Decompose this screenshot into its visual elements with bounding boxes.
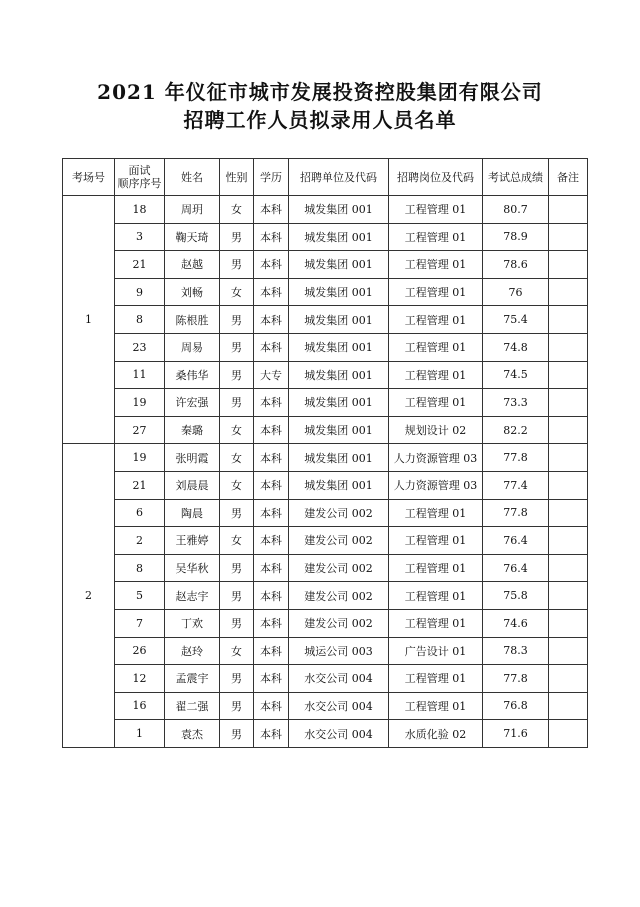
- post-cell: 工程管理 01: [389, 333, 483, 361]
- table-row: [63, 582, 588, 610]
- name-cell: 刘畅: [165, 278, 220, 306]
- post-cell: 水质化验 02: [389, 720, 483, 748]
- post-cell: 工程管理 01: [389, 692, 483, 720]
- edu-cell: 本科: [254, 389, 289, 417]
- gender-cell: 男: [220, 333, 254, 361]
- table-row: [63, 278, 588, 306]
- unit-cell: 建发公司 002: [289, 527, 389, 555]
- score-cell: 74.6: [483, 609, 549, 637]
- table-row: [63, 361, 588, 389]
- score-cell: 77.8: [483, 665, 549, 693]
- remark-cell: [549, 444, 588, 472]
- score-cell: 75.8: [483, 582, 549, 610]
- gender-cell: 男: [220, 554, 254, 582]
- unit-cell: 城发集团 001: [289, 361, 389, 389]
- edu-cell: 本科: [254, 637, 289, 665]
- score-cell: 78.6: [483, 251, 549, 279]
- post-cell: 工程管理 01: [389, 251, 483, 279]
- edu-cell: 本科: [254, 416, 289, 444]
- gender-cell: 男: [220, 665, 254, 693]
- header-score: 考试总成绩: [483, 159, 549, 196]
- hire-list-table: [62, 158, 588, 748]
- edu-cell: 本科: [254, 223, 289, 251]
- post-cell: 人力资源管理 03: [389, 444, 483, 472]
- remark-cell: [549, 582, 588, 610]
- gender-cell: 男: [220, 223, 254, 251]
- score-cell: 77.8: [483, 499, 549, 527]
- post-cell: 工程管理 01: [389, 499, 483, 527]
- name-cell: 赵志宇: [165, 582, 220, 610]
- edu-cell: 本科: [254, 278, 289, 306]
- remark-cell: [549, 609, 588, 637]
- order-cell: 16: [115, 692, 165, 720]
- score-cell: 76.4: [483, 527, 549, 555]
- order-cell: 23: [115, 333, 165, 361]
- order-cell: 11: [115, 361, 165, 389]
- header-edu: 学历: [254, 159, 289, 196]
- order-cell: 9: [115, 278, 165, 306]
- gender-cell: 女: [220, 416, 254, 444]
- header-row: [63, 159, 588, 196]
- name-cell: 刘晨晨: [165, 471, 220, 499]
- remark-cell: [549, 527, 588, 555]
- header-post: 招聘岗位及代码: [389, 159, 483, 196]
- table-row: [63, 471, 588, 499]
- header-gender: 性别: [220, 159, 254, 196]
- post-cell: 广告设计 01: [389, 637, 483, 665]
- unit-cell: 城发集团 001: [289, 444, 389, 472]
- post-cell: 工程管理 01: [389, 278, 483, 306]
- unit-cell: 城发集团 001: [289, 416, 389, 444]
- gender-cell: 男: [220, 361, 254, 389]
- edu-cell: 本科: [254, 609, 289, 637]
- edu-cell: 本科: [254, 582, 289, 610]
- post-cell: 工程管理 01: [389, 582, 483, 610]
- gender-cell: 男: [220, 251, 254, 279]
- name-cell: 王雅婷: [165, 527, 220, 555]
- edu-cell: 本科: [254, 692, 289, 720]
- order-cell: 3: [115, 223, 165, 251]
- order-cell: 26: [115, 637, 165, 665]
- order-cell: 12: [115, 665, 165, 693]
- table-row: [63, 416, 588, 444]
- score-cell: 76: [483, 278, 549, 306]
- remark-cell: [549, 692, 588, 720]
- edu-cell: 本科: [254, 444, 289, 472]
- name-cell: 秦璐: [165, 416, 220, 444]
- edu-cell: 本科: [254, 471, 289, 499]
- name-cell: 赵越: [165, 251, 220, 279]
- post-cell: 工程管理 01: [389, 361, 483, 389]
- header-order-line1: 面试: [128, 164, 151, 177]
- unit-cell: 城发集团 001: [289, 251, 389, 279]
- post-cell: 工程管理 01: [389, 665, 483, 693]
- remark-cell: [549, 389, 588, 417]
- gender-cell: 女: [220, 278, 254, 306]
- post-cell: 工程管理 01: [389, 389, 483, 417]
- remark-cell: [549, 361, 588, 389]
- score-cell: 76.8: [483, 692, 549, 720]
- remark-cell: [549, 471, 588, 499]
- table-row: [63, 665, 588, 693]
- document-title: 2021 年仪征市城市发展投资控股集团有限公司: [97, 80, 543, 104]
- score-cell: 78.9: [483, 223, 549, 251]
- header-room: 考场号: [63, 159, 115, 196]
- gender-cell: 女: [220, 471, 254, 499]
- table-row: [63, 499, 588, 527]
- name-cell: 翟二强: [165, 692, 220, 720]
- score-cell: 74.5: [483, 361, 549, 389]
- header-order-line2: 顺序序号: [117, 177, 162, 190]
- name-cell: 周玥: [165, 196, 220, 224]
- unit-cell: 城发集团 001: [289, 196, 389, 224]
- gender-cell: 男: [220, 499, 254, 527]
- unit-cell: 水交公司 004: [289, 665, 389, 693]
- score-cell: 73.3: [483, 389, 549, 417]
- unit-cell: 建发公司 002: [289, 609, 389, 637]
- remark-cell: [549, 499, 588, 527]
- remark-cell: [549, 306, 588, 334]
- remark-cell: [549, 223, 588, 251]
- table-row: [63, 306, 588, 334]
- score-cell: 77.4: [483, 471, 549, 499]
- unit-cell: 城发集团 001: [289, 306, 389, 334]
- score-cell: 80.7: [483, 196, 549, 224]
- gender-cell: 男: [220, 582, 254, 610]
- name-cell: 陶晨: [165, 499, 220, 527]
- document-subtitle: 招聘工作人员拟录用人员名单: [183, 108, 457, 132]
- name-cell: 许宏强: [165, 389, 220, 417]
- unit-cell: 城运公司 003: [289, 637, 389, 665]
- remark-cell: [549, 333, 588, 361]
- score-cell: 74.8: [483, 333, 549, 361]
- remark-cell: [549, 665, 588, 693]
- edu-cell: 本科: [254, 196, 289, 224]
- gender-cell: 女: [220, 637, 254, 665]
- order-cell: 1: [115, 720, 165, 748]
- gender-cell: 男: [220, 609, 254, 637]
- room-number-cell: 2: [63, 444, 115, 748]
- edu-cell: 本科: [254, 665, 289, 693]
- score-cell: 75.4: [483, 306, 549, 334]
- gender-cell: 女: [220, 196, 254, 224]
- post-cell: 工程管理 01: [389, 609, 483, 637]
- table-body: [63, 196, 588, 748]
- edu-cell: 本科: [254, 333, 289, 361]
- header-remark: 备注: [549, 159, 588, 196]
- room-number-cell: 1: [63, 196, 115, 444]
- unit-cell: 建发公司 002: [289, 554, 389, 582]
- order-cell: 21: [115, 251, 165, 279]
- post-cell: 工程管理 01: [389, 306, 483, 334]
- table-row: [63, 223, 588, 251]
- edu-cell: 本科: [254, 720, 289, 748]
- header-name: 姓名: [165, 159, 220, 196]
- score-cell: 76.4: [483, 554, 549, 582]
- order-cell: 7: [115, 609, 165, 637]
- table-row: [63, 251, 588, 279]
- unit-cell: 城发集团 001: [289, 471, 389, 499]
- gender-cell: 男: [220, 692, 254, 720]
- table-row: [63, 692, 588, 720]
- post-cell: 工程管理 01: [389, 527, 483, 555]
- unit-cell: 城发集团 001: [289, 278, 389, 306]
- name-cell: 周易: [165, 333, 220, 361]
- score-cell: 71.6: [483, 720, 549, 748]
- name-cell: 赵玲: [165, 637, 220, 665]
- table-row: [63, 196, 588, 224]
- table-row: [63, 333, 588, 361]
- edu-cell: 本科: [254, 251, 289, 279]
- edu-cell: 本科: [254, 554, 289, 582]
- score-cell: 77.8: [483, 444, 549, 472]
- table-row: [63, 720, 588, 748]
- unit-cell: 建发公司 002: [289, 499, 389, 527]
- unit-cell: 水交公司 004: [289, 720, 389, 748]
- remark-cell: [549, 637, 588, 665]
- table-row: [63, 637, 588, 665]
- order-cell: 8: [115, 306, 165, 334]
- remark-cell: [549, 278, 588, 306]
- post-cell: 工程管理 01: [389, 196, 483, 224]
- order-cell: 21: [115, 471, 165, 499]
- header-unit: 招聘单位及代码: [289, 159, 389, 196]
- unit-cell: 城发集团 001: [289, 223, 389, 251]
- gender-cell: 女: [220, 527, 254, 555]
- name-cell: 袁杰: [165, 720, 220, 748]
- score-cell: 82.2: [483, 416, 549, 444]
- edu-cell: 本科: [254, 306, 289, 334]
- name-cell: 鞠天琦: [165, 223, 220, 251]
- gender-cell: 男: [220, 306, 254, 334]
- order-cell: 5: [115, 582, 165, 610]
- edu-cell: 本科: [254, 499, 289, 527]
- table-row: [63, 527, 588, 555]
- table-row: [63, 389, 588, 417]
- unit-cell: 城发集团 001: [289, 389, 389, 417]
- order-cell: 2: [115, 527, 165, 555]
- order-cell: 18: [115, 196, 165, 224]
- post-cell: 工程管理 01: [389, 554, 483, 582]
- unit-cell: 建发公司 002: [289, 582, 389, 610]
- name-cell: 桑伟华: [165, 361, 220, 389]
- post-cell: 规划设计 02: [389, 416, 483, 444]
- remark-cell: [549, 720, 588, 748]
- remark-cell: [549, 554, 588, 582]
- post-cell: 工程管理 01: [389, 223, 483, 251]
- name-cell: 陈根胜: [165, 306, 220, 334]
- unit-cell: 水交公司 004: [289, 692, 389, 720]
- table-row: [63, 554, 588, 582]
- table-row: [63, 609, 588, 637]
- remark-cell: [549, 416, 588, 444]
- edu-cell: 本科: [254, 527, 289, 555]
- post-cell: 人力资源管理 03: [389, 471, 483, 499]
- remark-cell: [549, 196, 588, 224]
- order-cell: 19: [115, 444, 165, 472]
- gender-cell: 女: [220, 444, 254, 472]
- order-cell: 27: [115, 416, 165, 444]
- unit-cell: 城发集团 001: [289, 333, 389, 361]
- gender-cell: 男: [220, 720, 254, 748]
- remark-cell: [549, 251, 588, 279]
- name-cell: 吴华秋: [165, 554, 220, 582]
- name-cell: 孟震宇: [165, 665, 220, 693]
- order-cell: 8: [115, 554, 165, 582]
- header-order: [115, 159, 165, 196]
- name-cell: 丁欢: [165, 609, 220, 637]
- score-cell: 78.3: [483, 637, 549, 665]
- edu-cell: 大专: [254, 361, 289, 389]
- table-row: [63, 444, 588, 472]
- order-cell: 19: [115, 389, 165, 417]
- gender-cell: 男: [220, 389, 254, 417]
- name-cell: 张明霞: [165, 444, 220, 472]
- order-cell: 6: [115, 499, 165, 527]
